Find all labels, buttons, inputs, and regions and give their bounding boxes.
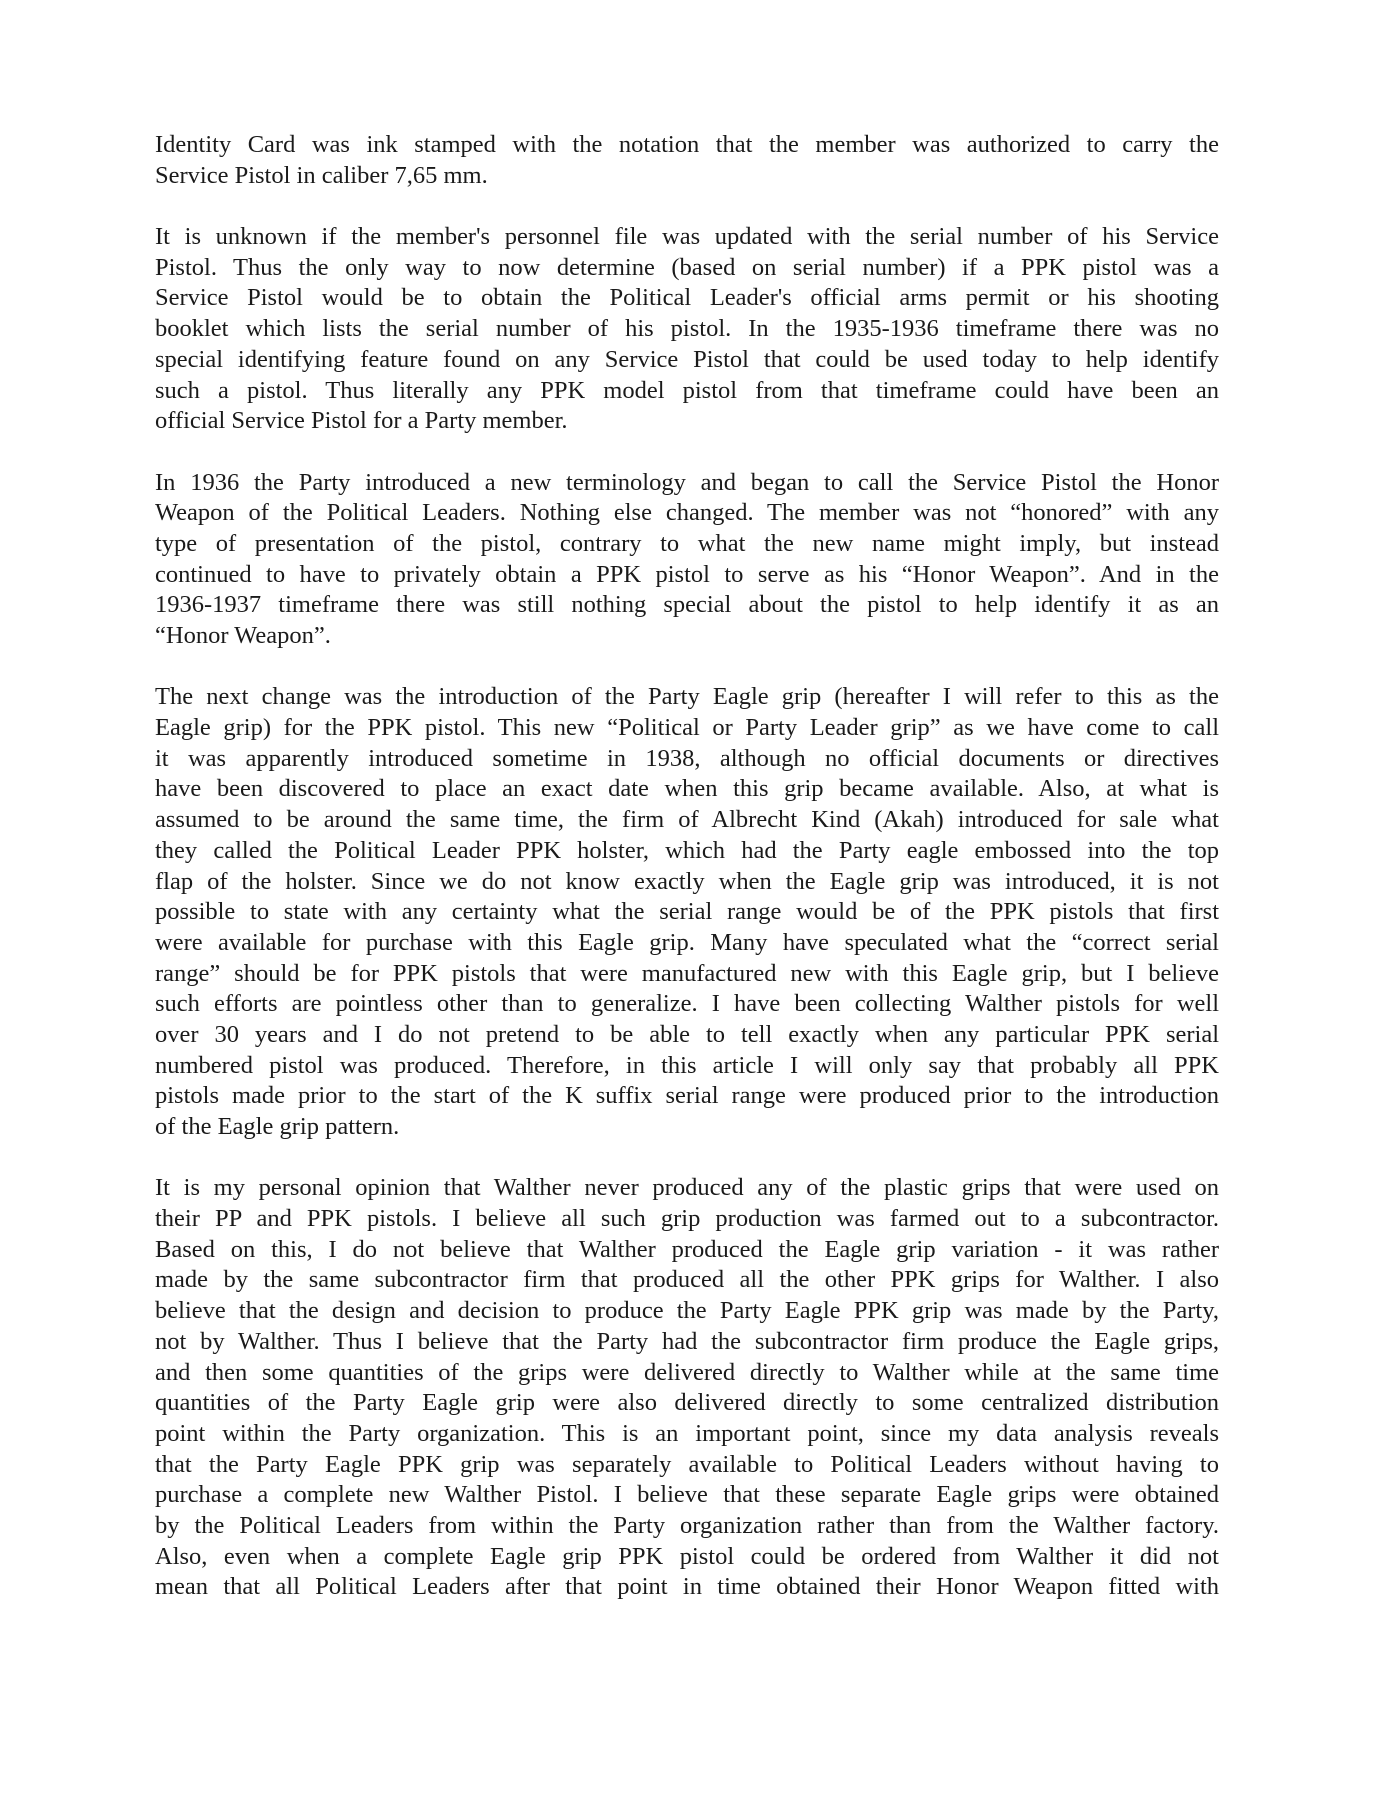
- text-line: In 1936 the Party introduced a new terminology and began to call the Service Pistol the Honor: [155, 468, 1219, 496]
- text-line: Pistol. Thus the only way to now determine (based on serial number) if a PPK pistol was a: [155, 253, 1219, 281]
- text-line: it was apparently introduced sometime in 1938, although no official documents or directives: [155, 744, 1219, 772]
- text-line: Service Pistol would be to obtain the Political Leader's official arms permit or his shooting: [155, 284, 1219, 312]
- text-line: made by the same subcontractor firm that produced all the other PPK grips for Walther. I also: [155, 1266, 1219, 1294]
- paragraph: [155, 130, 1219, 191]
- text-line: such a pistol. Thus literally any PPK model pistol from that timeframe could have been an: [155, 376, 1219, 404]
- text-line: that the Party Eagle PPK grip was separately available to Political Leaders without having to: [155, 1450, 1219, 1478]
- text-line: such efforts are pointless other than to generalize. I have been collecting Walther pistols for well: [155, 990, 1219, 1018]
- text-line: flap of the holster. Since we do not know exactly when the Eagle grip was introduced, it is not: [155, 867, 1219, 895]
- text-line: they called the Political Leader PPK holster, which had the Party eagle embossed into the top: [155, 836, 1219, 864]
- text-line: over 30 years and I do not pretend to be able to tell exactly when any particular PPK serial: [155, 1020, 1219, 1048]
- text-line: assumed to be around the same time, the firm of Albrecht Kind (Akah) introduced for sale what: [155, 806, 1219, 834]
- text-line: Eagle grip) for the PPK pistol. This new “Political or Party Leader grip” as we have come to call: [155, 714, 1219, 742]
- text-line: by the Political Leaders from within the Party organization rather than from the Walther factory.: [155, 1511, 1219, 1539]
- text-line: mean that all Political Leaders after that point in time obtained their Honor Weapon fitted with: [155, 1573, 1219, 1601]
- text-line: numbered pistol was produced. Therefore, in this article I will only say that probably all PPK: [155, 1051, 1219, 1079]
- text-line: purchase a complete new Walther Pistol. I believe that these separate Eagle grips were obtained: [155, 1481, 1219, 1509]
- text-line: Also, even when a complete Eagle grip PPK pistol could be ordered from Walther it did not: [155, 1542, 1219, 1570]
- text-line: The next change was the introduction of the Party Eagle grip (hereafter I will refer to this as the: [155, 683, 1219, 711]
- text-line: Weapon of the Political Leaders. Nothing else changed. The member was not “honored” with any: [155, 499, 1219, 527]
- paragraph: [155, 468, 1219, 652]
- text-line: Identity Card was ink stamped with the notation that the member was authorized to carry the: [155, 131, 1219, 158]
- paragraph: [155, 222, 1219, 437]
- text-line: quantities of the Party Eagle grip were also delivered directly to some centralized distribution: [155, 1389, 1219, 1417]
- paragraph: [155, 682, 1219, 1142]
- text-line: 1936-1937 timeframe there was still nothing special about the pistol to help identify it as an: [155, 591, 1219, 619]
- text-line: were available for purchase with this Eagle grip. Many have speculated what the “correct serial: [155, 928, 1219, 956]
- text-line: pistols made prior to the start of the K suffix serial range were produced prior to the introduction: [155, 1082, 1219, 1110]
- paragraph: [155, 1173, 1219, 1603]
- document-page: [155, 130, 1219, 1634]
- text-line: official Service Pistol for a Party member.: [155, 407, 568, 435]
- text-line: It is my personal opinion that Walther never produced any of the plastic grips that were used on: [155, 1174, 1219, 1202]
- text-line: Service Pistol in caliber 7,65 mm.: [155, 161, 488, 189]
- text-line: type of presentation of the pistol, contrary to what the new name might imply, but instead: [155, 529, 1219, 557]
- text-line: and then some quantities of the grips were delivered directly to Walther while at the same time: [155, 1358, 1219, 1386]
- text-line: possible to state with any certainty what the serial range would be of the PPK pistols that first: [155, 898, 1219, 926]
- text-line: not by Walther. Thus I believe that the Party had the subcontractor firm produce the Eagle grips,: [155, 1327, 1219, 1355]
- text-line: believe that the design and decision to produce the Party Eagle PPK grip was made by the Party,: [155, 1297, 1219, 1325]
- text-line: special identifying feature found on any Service Pistol that could be used today to help identify: [155, 345, 1219, 373]
- text-line: Based on this, I do not believe that Walther produced the Eagle grip variation - it was rather: [155, 1235, 1219, 1263]
- text-line: point within the Party organization. This is an important point, since my data analysis reveals: [155, 1419, 1219, 1447]
- text-line: It is unknown if the member's personnel file was updated with the serial number of his Service: [155, 223, 1219, 251]
- text-line: range” should be for PPK pistols that were manufactured new with this Eagle grip, but I believe: [155, 959, 1219, 987]
- text-line: of the Eagle grip pattern.: [155, 1113, 400, 1140]
- text-line: continued to have to privately obtain a PPK pistol to serve as his “Honor Weapon”. And in the: [155, 560, 1219, 588]
- text-line: have been discovered to place an exact date when this grip became available. Also, at what is: [155, 775, 1219, 803]
- text-line: “Honor Weapon”.: [155, 622, 331, 649]
- text-line: booklet which lists the serial number of his pistol. In the 1935-1936 timeframe there was no: [155, 315, 1219, 343]
- text-line: their PP and PPK pistols. I believe all such grip production was farmed out to a subcontractor.: [155, 1205, 1219, 1233]
